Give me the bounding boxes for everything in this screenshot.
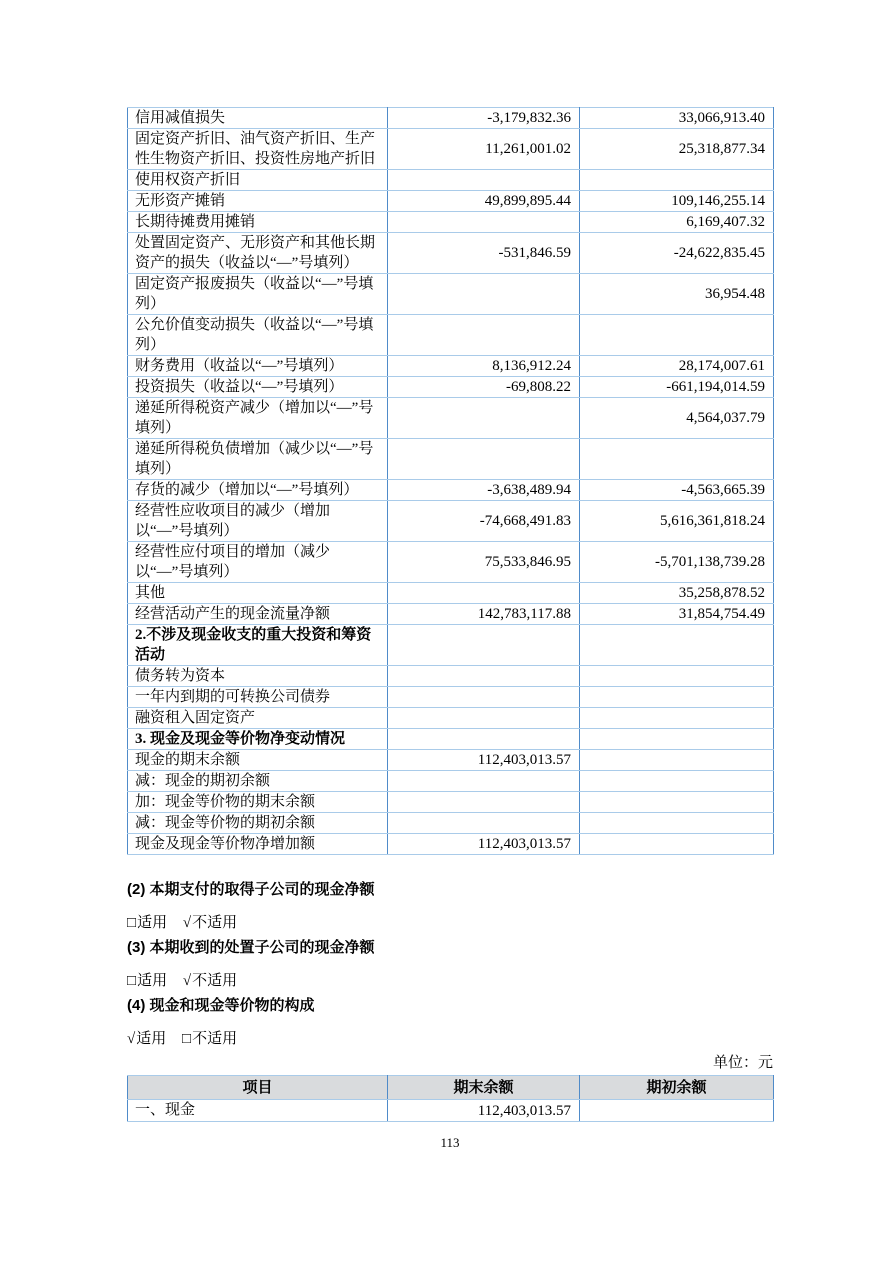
- column-header-beginning-balance: 期初余额: [580, 1076, 774, 1100]
- unit-label: 单位：元: [712, 1055, 773, 1071]
- row-label: 存货的减少（增加以“—”号填列）: [128, 480, 388, 501]
- subsection-received-disposal-subsidiary: [127, 938, 773, 991]
- table-header-row: [128, 1076, 774, 1100]
- row-value-current: 8,136,912.24: [388, 356, 580, 377]
- table-row: [128, 792, 774, 813]
- row-value-previous: [580, 625, 774, 666]
- row-value-previous: [580, 834, 774, 855]
- row-label: 使用权资产折旧: [128, 170, 388, 191]
- applicability-options: [127, 971, 773, 991]
- table-row: [128, 274, 774, 315]
- row-value-previous: 28,174,007.61: [580, 356, 774, 377]
- row-label: 减：现金等价物的期初余额: [128, 813, 388, 834]
- subsection-heading: (2) 本期支付的取得子公司的现金净额: [127, 881, 375, 898]
- row-value-current: [388, 274, 580, 315]
- option-not-applicable[interactable]: [183, 915, 237, 931]
- row-value-current: [388, 729, 580, 750]
- table-row: [128, 666, 774, 687]
- row-value-previous: [580, 170, 774, 191]
- row-value-previous: 31,854,754.49: [580, 604, 774, 625]
- row-value-previous: 4,564,037.79: [580, 398, 774, 439]
- row-value-current: 142,783,117.88: [388, 604, 580, 625]
- row-label: 无形资产摊销: [128, 191, 388, 212]
- checkmark-icon: √: [127, 1031, 136, 1047]
- table-row: [128, 170, 774, 191]
- option-not-applicable[interactable]: [182, 1031, 237, 1047]
- column-header-ending-balance: 期末余额: [388, 1076, 580, 1100]
- row-value-previous: 5,616,361,818.24: [580, 501, 774, 542]
- row-value-previous: 33,066,913.40: [580, 108, 774, 129]
- row-value-current: 49,899,895.44: [388, 191, 580, 212]
- row-value-current: 75,533,846.95: [388, 542, 580, 583]
- cash-composition-table-body: [128, 1100, 774, 1122]
- option-applicable[interactable]: [127, 973, 167, 989]
- row-label: 固定资产折旧、油气资产折旧、生产性生物资产折旧、投资性房地产折旧: [128, 129, 388, 170]
- row-label: 长期待摊费用摊销: [128, 212, 388, 233]
- row-label: 债务转为资本: [128, 666, 388, 687]
- row-value-current: [388, 212, 580, 233]
- row-value-current: [388, 398, 580, 439]
- subsection-heading: (3) 本期收到的处置子公司的现金净额: [127, 939, 375, 956]
- table-row: [128, 191, 774, 212]
- column-header-item: 项目: [128, 1076, 388, 1100]
- table-row: [128, 377, 774, 398]
- row-label: 2.不涉及现金收支的重大投资和筹资活动: [128, 625, 388, 666]
- row-label: 投资损失（收益以“—”号填列）: [128, 377, 388, 398]
- row-label: 信用减值损失: [128, 108, 388, 129]
- option-label: 适用: [136, 1031, 167, 1047]
- row-label: 减：现金的期初余额: [128, 771, 388, 792]
- row-value-previous: -4,563,665.39: [580, 480, 774, 501]
- row-label: 融资租入固定资产: [128, 708, 388, 729]
- row-value-current: [388, 813, 580, 834]
- row-value-previous: 25,318,877.34: [580, 129, 774, 170]
- row-label: 经营性应收项目的减少（增加以“—”号填列）: [128, 501, 388, 542]
- cash-flow-supplement-table: [127, 107, 774, 855]
- row-value-previous: [580, 687, 774, 708]
- row-label: 经营性应付项目的增加（减少以“—”号填列）: [128, 542, 388, 583]
- row-label: 递延所得税负债增加（减少以“—”号填列）: [128, 439, 388, 480]
- option-label: 适用: [137, 915, 168, 931]
- table-row: [128, 834, 774, 855]
- option-label: 不适用: [192, 973, 238, 989]
- table-row: [128, 212, 774, 233]
- table-row: [128, 542, 774, 583]
- option-applicable[interactable]: [127, 1031, 166, 1047]
- cash-flow-supplement-table-body: [128, 108, 774, 855]
- row-value-current: -531,846.59: [388, 233, 580, 274]
- row-value-current: 112,403,013.57: [388, 834, 580, 855]
- row-value-previous: 35,258,878.52: [580, 583, 774, 604]
- row-value-previous: [580, 750, 774, 771]
- option-applicable[interactable]: [127, 915, 167, 931]
- table-row: [128, 750, 774, 771]
- table-row: [128, 771, 774, 792]
- checkmark-icon: √: [182, 973, 192, 989]
- row-value-current: [388, 315, 580, 356]
- row-value-previous: 6,169,407.32: [580, 212, 774, 233]
- row-label: 处置固定资产、无形资产和其他长期资产的损失（收益以“—”号填列）: [128, 233, 388, 274]
- cash-composition-table: [127, 1075, 774, 1122]
- option-label: 不适用: [192, 915, 238, 931]
- table-row: [128, 729, 774, 750]
- subsection-cash-composition: [127, 996, 773, 1049]
- row-value-previous: 109,146,255.14: [580, 191, 774, 212]
- page-number: 113: [440, 1135, 460, 1150]
- table-row: [128, 356, 774, 377]
- row-label: 公允价值变动损失（收益以“—”号填列）: [128, 315, 388, 356]
- row-value-current: [388, 625, 580, 666]
- table-row: [128, 813, 774, 834]
- row-value-previous: [580, 813, 774, 834]
- row-label: 一、现金: [128, 1100, 388, 1122]
- row-value-previous: [580, 708, 774, 729]
- subsections: [127, 880, 773, 1049]
- row-label: 一年内到期的可转换公司债券: [128, 687, 388, 708]
- row-label: 现金的期末余额: [128, 750, 388, 771]
- table-row: [128, 315, 774, 356]
- row-value-previous: [580, 792, 774, 813]
- row-value-previous: -661,194,014.59: [580, 377, 774, 398]
- row-value-previous: 36,954.48: [580, 274, 774, 315]
- table-row: [128, 604, 774, 625]
- row-label: 固定资产报废损失（收益以“—”号填列）: [128, 274, 388, 315]
- table-row: [128, 625, 774, 666]
- row-label: 财务费用（收益以“—”号填列）: [128, 356, 388, 377]
- row-value-previous: [580, 771, 774, 792]
- row-value-current: -74,668,491.83: [388, 501, 580, 542]
- checkbox-icon: □: [127, 915, 137, 931]
- table-row: [128, 1100, 774, 1122]
- row-value-previous: -24,622,835.45: [580, 233, 774, 274]
- row-value-previous: -5,701,138,739.28: [580, 542, 774, 583]
- row-value-current: -69,808.22: [388, 377, 580, 398]
- table-row: [128, 501, 774, 542]
- row-label: 其他: [128, 583, 388, 604]
- checkbox-icon: □: [127, 973, 137, 989]
- table-row: [128, 398, 774, 439]
- row-value-current: 11,261,001.02: [388, 129, 580, 170]
- row-value-current: [388, 687, 580, 708]
- row-label: 递延所得税资产减少（增加以“—”号填列）: [128, 398, 388, 439]
- subsection-paid-subsidiary: [127, 880, 773, 933]
- table-row: [128, 480, 774, 501]
- row-value-current: -3,638,489.94: [388, 480, 580, 501]
- option-label: 不适用: [192, 1031, 238, 1047]
- row-value-current: [388, 792, 580, 813]
- table-row: [128, 708, 774, 729]
- table-row: [128, 583, 774, 604]
- applicability-options: [127, 913, 773, 933]
- row-value-current: [388, 439, 580, 480]
- row-value-current: [388, 666, 580, 687]
- row-value-previous: [580, 439, 774, 480]
- row-value-previous: [580, 729, 774, 750]
- table-row: [128, 687, 774, 708]
- option-label: 适用: [137, 973, 168, 989]
- row-label: 经营活动产生的现金流量净额: [128, 604, 388, 625]
- row-value-previous: [580, 1100, 774, 1122]
- row-value-current: 112,403,013.57: [388, 1100, 580, 1122]
- row-label: 现金及现金等价物净增加额: [128, 834, 388, 855]
- page-content: [127, 107, 773, 1151]
- applicability-options: [127, 1029, 773, 1049]
- row-value-current: [388, 708, 580, 729]
- row-value-current: [388, 583, 580, 604]
- option-not-applicable[interactable]: [183, 973, 237, 989]
- row-value-current: 112,403,013.57: [388, 750, 580, 771]
- table-row: [128, 439, 774, 480]
- row-value-current: [388, 170, 580, 191]
- subsection-heading: (4) 现金和现金等价物的构成: [127, 997, 315, 1014]
- checkmark-icon: √: [182, 915, 192, 931]
- row-value-current: -3,179,832.36: [388, 108, 580, 129]
- row-value-previous: [580, 315, 774, 356]
- row-value-previous: [580, 666, 774, 687]
- row-label: 加：现金等价物的期末余额: [128, 792, 388, 813]
- table-row: [128, 233, 774, 274]
- checkbox-icon: □: [182, 1031, 192, 1047]
- row-label: 3. 现金及现金等价物净变动情况: [128, 729, 388, 750]
- row-value-current: [388, 771, 580, 792]
- table-row: [128, 108, 774, 129]
- table-row: [128, 129, 774, 170]
